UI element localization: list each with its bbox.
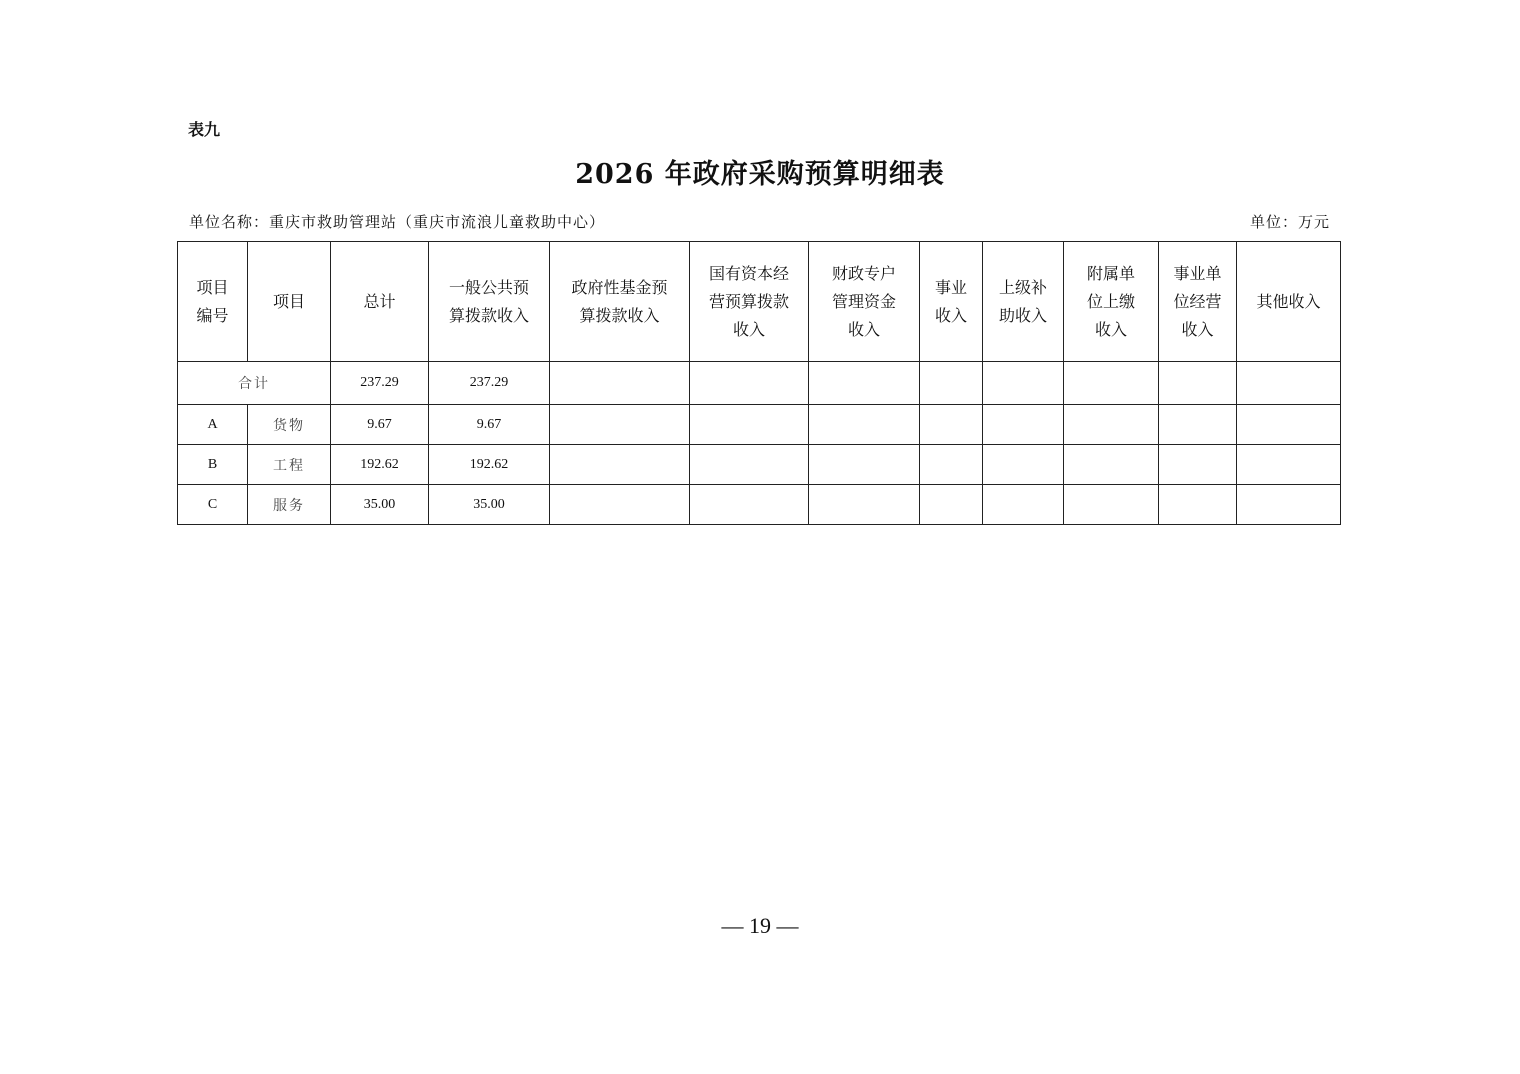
total-cell: 192.62	[331, 445, 429, 485]
general-public-cell: 35.00	[429, 485, 550, 525]
empty-cell	[1064, 445, 1159, 485]
general-public-cell: 237.29	[429, 362, 550, 405]
empty-cell	[983, 362, 1064, 405]
page-title: 2026 年政府采购预算明细表	[575, 159, 945, 190]
empty-cell	[550, 405, 690, 445]
total-cell: 237.29	[331, 362, 429, 405]
code-cell: B	[178, 445, 248, 485]
column-header: 其他收入	[1237, 242, 1341, 362]
table-row	[178, 445, 1341, 485]
empty-cell	[1159, 405, 1237, 445]
table-row	[178, 485, 1341, 525]
empty-cell	[920, 445, 983, 485]
item-cell: 服务	[248, 485, 331, 525]
column-header: 总计	[331, 242, 429, 362]
total-cell: 35.00	[331, 485, 429, 525]
page-number: — 19 —	[721, 913, 799, 938]
empty-cell	[1237, 362, 1341, 405]
empty-cell	[1159, 485, 1237, 525]
empty-cell	[920, 405, 983, 445]
empty-cell	[550, 445, 690, 485]
empty-cell	[1159, 362, 1237, 405]
empty-cell	[809, 362, 920, 405]
table-row	[178, 405, 1341, 445]
empty-cell	[690, 485, 809, 525]
empty-cell	[1237, 445, 1341, 485]
empty-cell	[809, 405, 920, 445]
unit-label: 单位：万元	[1249, 213, 1330, 231]
table-header-row	[178, 242, 1341, 362]
empty-cell	[983, 485, 1064, 525]
column-header: 事业单 位经营 收入	[1159, 242, 1237, 362]
code-cell: A	[178, 405, 248, 445]
column-header: 财政专户 管理资金 收入	[809, 242, 920, 362]
column-header: 项目	[248, 242, 331, 362]
column-header: 附属单 位上缴 收入	[1064, 242, 1159, 362]
empty-cell	[690, 362, 809, 405]
empty-cell	[550, 485, 690, 525]
empty-cell	[809, 485, 920, 525]
empty-cell	[1064, 362, 1159, 405]
empty-cell	[690, 405, 809, 445]
column-header: 政府性基金预 算拨款收入	[550, 242, 690, 362]
table-label: 表九	[188, 120, 221, 139]
unit-name: 单位名称：重庆市救助管理站（重庆市流浪儿童救助中心）	[189, 213, 606, 231]
total-label: 合计	[178, 362, 331, 405]
empty-cell	[920, 485, 983, 525]
empty-cell	[690, 445, 809, 485]
item-cell: 货物	[248, 405, 331, 445]
column-header: 项目 编号	[178, 242, 248, 362]
empty-cell	[550, 362, 690, 405]
empty-cell	[809, 445, 920, 485]
column-header: 一般公共预 算拨款收入	[429, 242, 550, 362]
total-cell: 9.67	[331, 405, 429, 445]
empty-cell	[1064, 485, 1159, 525]
procurement-budget-table	[177, 241, 1341, 525]
item-cell: 工程	[248, 445, 331, 485]
total-row	[178, 362, 1341, 405]
empty-cell	[920, 362, 983, 405]
empty-cell	[1237, 405, 1341, 445]
empty-cell	[1159, 445, 1237, 485]
column-header: 国有资本经 营预算拨款 收入	[690, 242, 809, 362]
empty-cell	[983, 445, 1064, 485]
empty-cell	[1064, 405, 1159, 445]
empty-cell	[983, 405, 1064, 445]
general-public-cell: 192.62	[429, 445, 550, 485]
general-public-cell: 9.67	[429, 405, 550, 445]
column-header: 事业 收入	[920, 242, 983, 362]
column-header: 上级补 助收入	[983, 242, 1064, 362]
empty-cell	[1237, 485, 1341, 525]
code-cell: C	[178, 485, 248, 525]
